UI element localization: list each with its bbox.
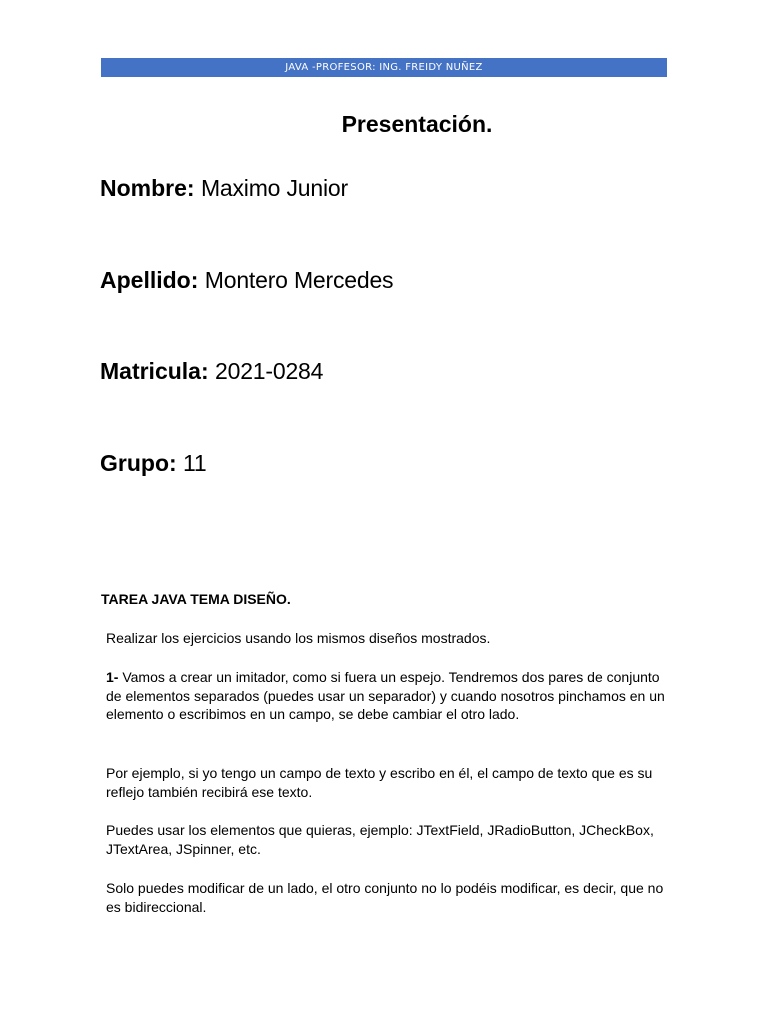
header-banner-text: JAVA -PROFESOR: ING. FREIDY NUÑEZ — [285, 62, 483, 73]
field-label: Apellido: — [100, 267, 199, 293]
field-apellido — [100, 267, 393, 294]
field-grupo — [100, 450, 207, 477]
field-label: Matricula: — [100, 358, 209, 384]
task-item-text: Vamos a crear un imitador, como si fuera un espejo. Tendremos dos pares de conjunto de elementos separados (puedes usar un separador) y cuando nosotros pinchamos en un elemento o escribimos en un campo, se debe cambiar el otro lado. — [106, 669, 665, 722]
page-title: Presentación. — [341, 111, 493, 137]
field-value: Maximo Junior — [200, 175, 348, 201]
field-label: Grupo: — [100, 450, 177, 476]
field-matricula — [100, 358, 323, 385]
task-note: Solo puedes modificar de un lado, el otro conjunto no lo podéis modificar, es decir, que no es bidireccional. — [106, 880, 664, 915]
field-nombre — [100, 175, 348, 202]
field-value: 2021-0284 — [215, 358, 324, 384]
field-value: Montero Mercedes — [204, 267, 394, 293]
task-example: Por ejemplo, si yo tengo un campo de texto y escribo en él, el campo de texto que es su reflejo también recibirá ese texto. — [106, 765, 653, 800]
task-heading: TAREA JAVA TEMA DISEÑO. — [101, 591, 291, 607]
task-intro: Realizar los ejercicios usando los mismos diseños mostrados. — [106, 630, 491, 646]
field-value: 11 — [183, 450, 207, 476]
task-elements: Puedes usar los elementos que quieras, ejemplo: JTextField, JRadioButton, JCheckBox, JTextArea, JSpinner, etc. — [106, 822, 654, 857]
header-banner — [101, 58, 667, 77]
field-label: Nombre: — [100, 175, 195, 201]
task-item-number: 1- — [106, 669, 119, 685]
task-item-1 — [106, 668, 666, 724]
